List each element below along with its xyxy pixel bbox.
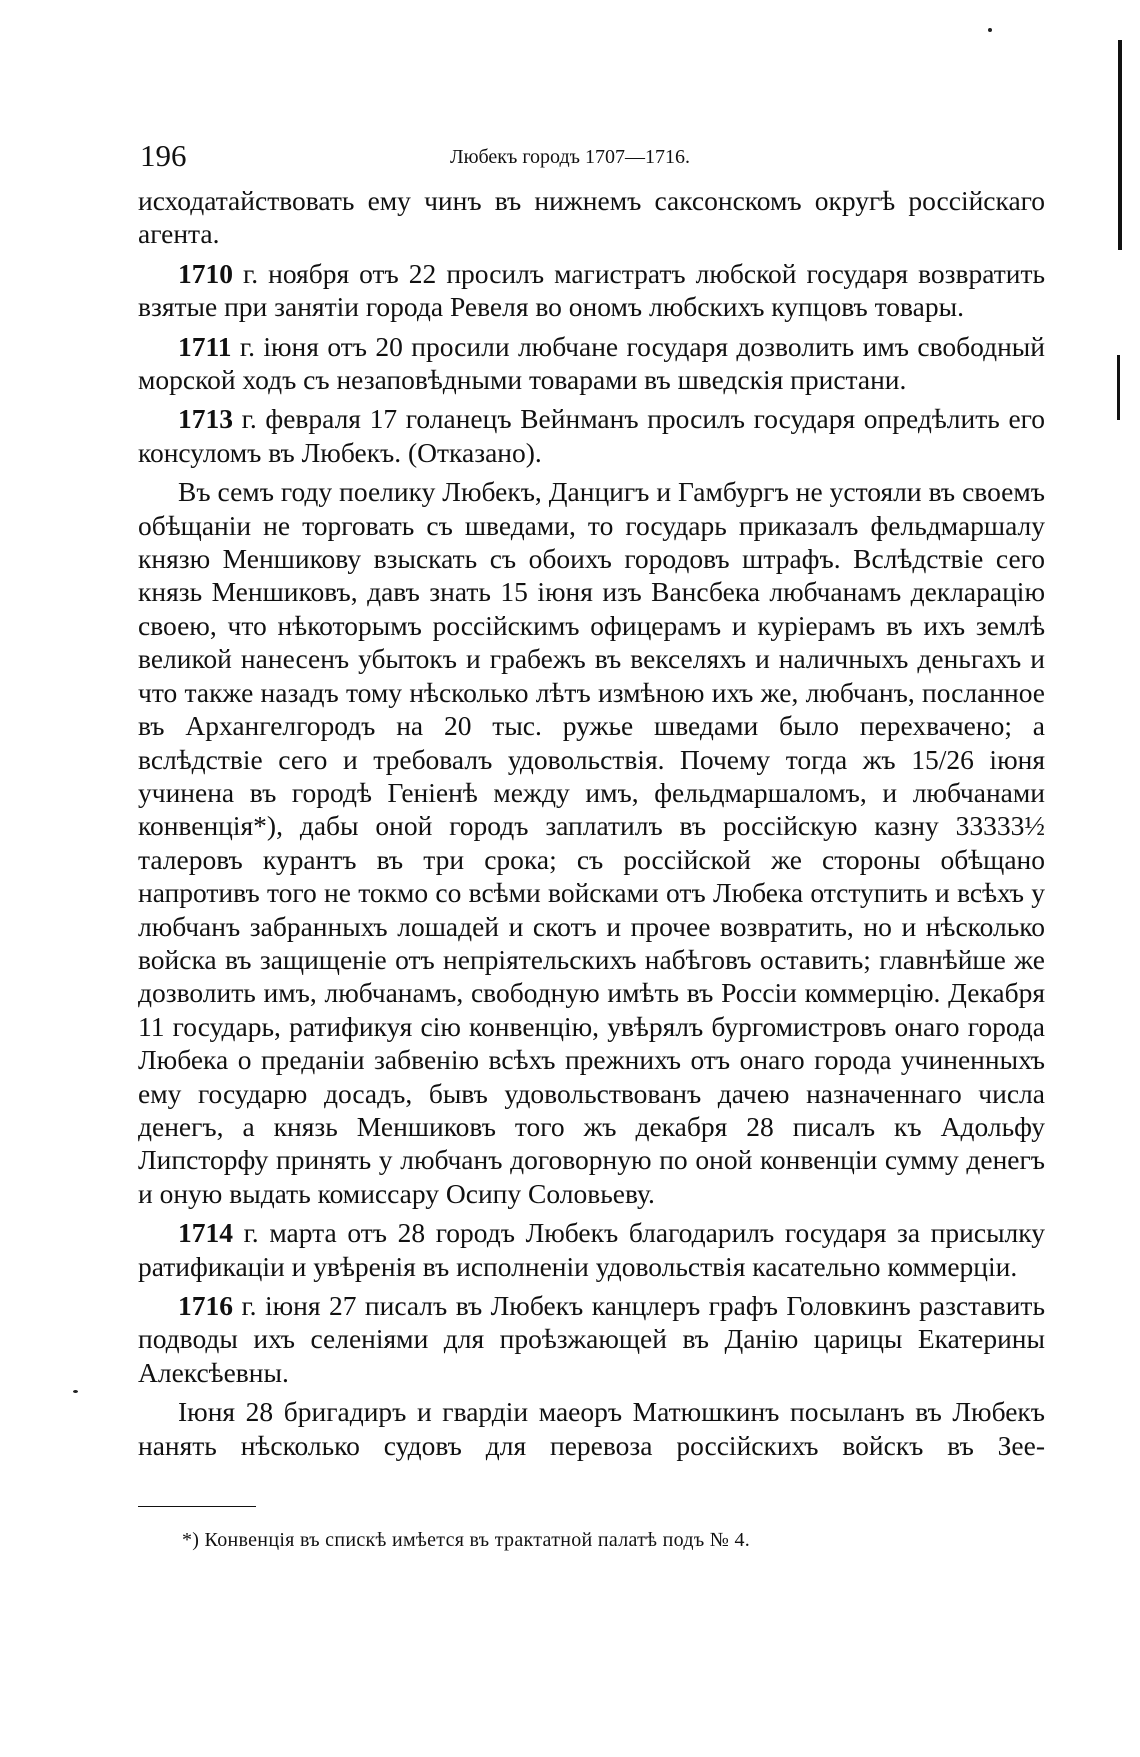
paragraph-text: г. февраля 17 голанецъ Вейнманъ просилъ государя опредѣлить его консуломъ въ Любекъ. (Отказано). bbox=[138, 403, 1045, 468]
paragraph-text: исходатайствовать ему чинъ въ нижнемъ саксонскомъ округѣ россійскаго агента. bbox=[138, 185, 1045, 250]
paragraph bbox=[138, 257, 1045, 324]
page-number: 196 bbox=[140, 138, 187, 173]
body-text bbox=[138, 184, 1045, 1462]
year-label: 1711 bbox=[178, 330, 232, 362]
paragraph bbox=[138, 475, 1045, 1210]
paragraph-text: Въ семъ году поелику Любекъ, Данцигъ и Гамбургъ не устояли въ своемъ обѣщаніи не торговать съ шведами, то государь приказалъ фельдмаршалу князю Меншикову взыскать съ обоихъ городовъ штрафъ. Вслѣдствіе сего князь Меншиковъ, давъ знать 15 іюня изъ Вансбека любчанамъ декларацію своею, что нѣкоторымъ россійскимъ офицерамъ и куріерамъ въ ихъ землѣ великой нанесенъ убытокъ и грабежъ въ векселяхъ и наличныхъ деньгахъ и что также назадъ тому нѣсколько лѣтъ измѣною ихъ же, любчанъ, посланное въ Архангелгородъ на 20 тыс. ружье шведами было перехвачено; а вслѣдствіе сего и требовалъ удовольствія. Почему тогда жъ 15/26 іюня учинена въ городѣ Геніенѣ между имъ, фельдмаршаломъ, и любчанами конвенція*), дабы оной городъ заплатилъ въ россійскую казну 33333½ талеровъ курантъ въ три срока; съ россійской же стороны обѣщано напротивъ того не токмо со всѣми войсками отъ Любека отступить и всѣхъ у любчанъ забранныхъ лошадей и скотъ и прочее возвратить, но и нѣсколько войска въ защищеніе отъ непріятельскихъ набѣговъ оставить; главнѣйше же дозволить имъ, любчанамъ, свободную имѣть въ Россіи коммерцію. Декабря 11 государь, ратификуя сію конвенцію, увѣрялъ бургомистровъ онаго города Любека о преданіи забвенію всѣхъ прежнихъ отъ онаго города учиненныхъ ему государю досадъ, бывъ удовольствованъ дачею назначеннаго числа денегъ, а князь Меншиковъ того жъ декабря 28 писалъ къ Адольфу Липсторфу принять у любчанъ договорную по оной конвенціи сумму денегъ и оную выдать комиссару Осипу Соловьеву. bbox=[138, 476, 1045, 1209]
paragraph-text: Іюня 28 бригадиръ и гвардіи маеоръ Матюшкинъ посыланъ въ Любекъ нанять нѣсколько судовъ для перевоза россійскихъ войскъ въ Зее- bbox=[138, 1396, 1045, 1461]
paragraph-text: г. іюня 27 писалъ въ Любекъ канцлеръ графъ Головкинъ разставить подводы ихъ селеніями для проѣзжающей въ Данію царицы Екатерины Алексѣевны. bbox=[138, 1290, 1045, 1388]
scan-edge-mark bbox=[1117, 355, 1120, 420]
year-label: 1716 bbox=[178, 1290, 233, 1321]
paragraph-text: г. ноября отъ 22 просилъ магистратъ любской государя возвратить взятые при занятіи города Ревеля во ономъ любскихъ купцовъ товары. bbox=[138, 257, 1045, 323]
footnote: *) Конвенція въ спискѣ имѣется въ трактатной палатѣ подъ № 4. bbox=[182, 1529, 751, 1552]
page-content bbox=[138, 138, 1045, 1552]
year-label: 1714 bbox=[178, 1217, 233, 1249]
footnote-rule bbox=[138, 1506, 256, 1507]
year-label: 1713 bbox=[178, 403, 233, 435]
paragraph bbox=[138, 330, 1045, 397]
paragraph bbox=[138, 184, 1045, 251]
paragraph-text: г. марта отъ 28 городъ Любекъ благодарилъ государя за присылку ратификаціи и увѣренія въ исполненіи удовольствія касательно коммерціи. bbox=[138, 1217, 1045, 1282]
running-head: Любекъ городъ 1707—1716. bbox=[450, 146, 690, 168]
page-header bbox=[138, 138, 1045, 184]
scan-edge-mark bbox=[1118, 40, 1122, 250]
scan-speck bbox=[988, 28, 992, 32]
year-label: 1710 bbox=[178, 257, 233, 289]
scan-speck bbox=[73, 1390, 78, 1393]
paragraph bbox=[138, 402, 1045, 469]
paragraph-text: г. іюня отъ 20 просили любчане государя дозволить имъ свободный морской ходъ съ незаповѣдными товарами въ шведскія пристани. bbox=[138, 330, 1045, 396]
paragraph bbox=[138, 1395, 1045, 1462]
paragraph bbox=[138, 1216, 1045, 1283]
paragraph bbox=[138, 1289, 1045, 1389]
